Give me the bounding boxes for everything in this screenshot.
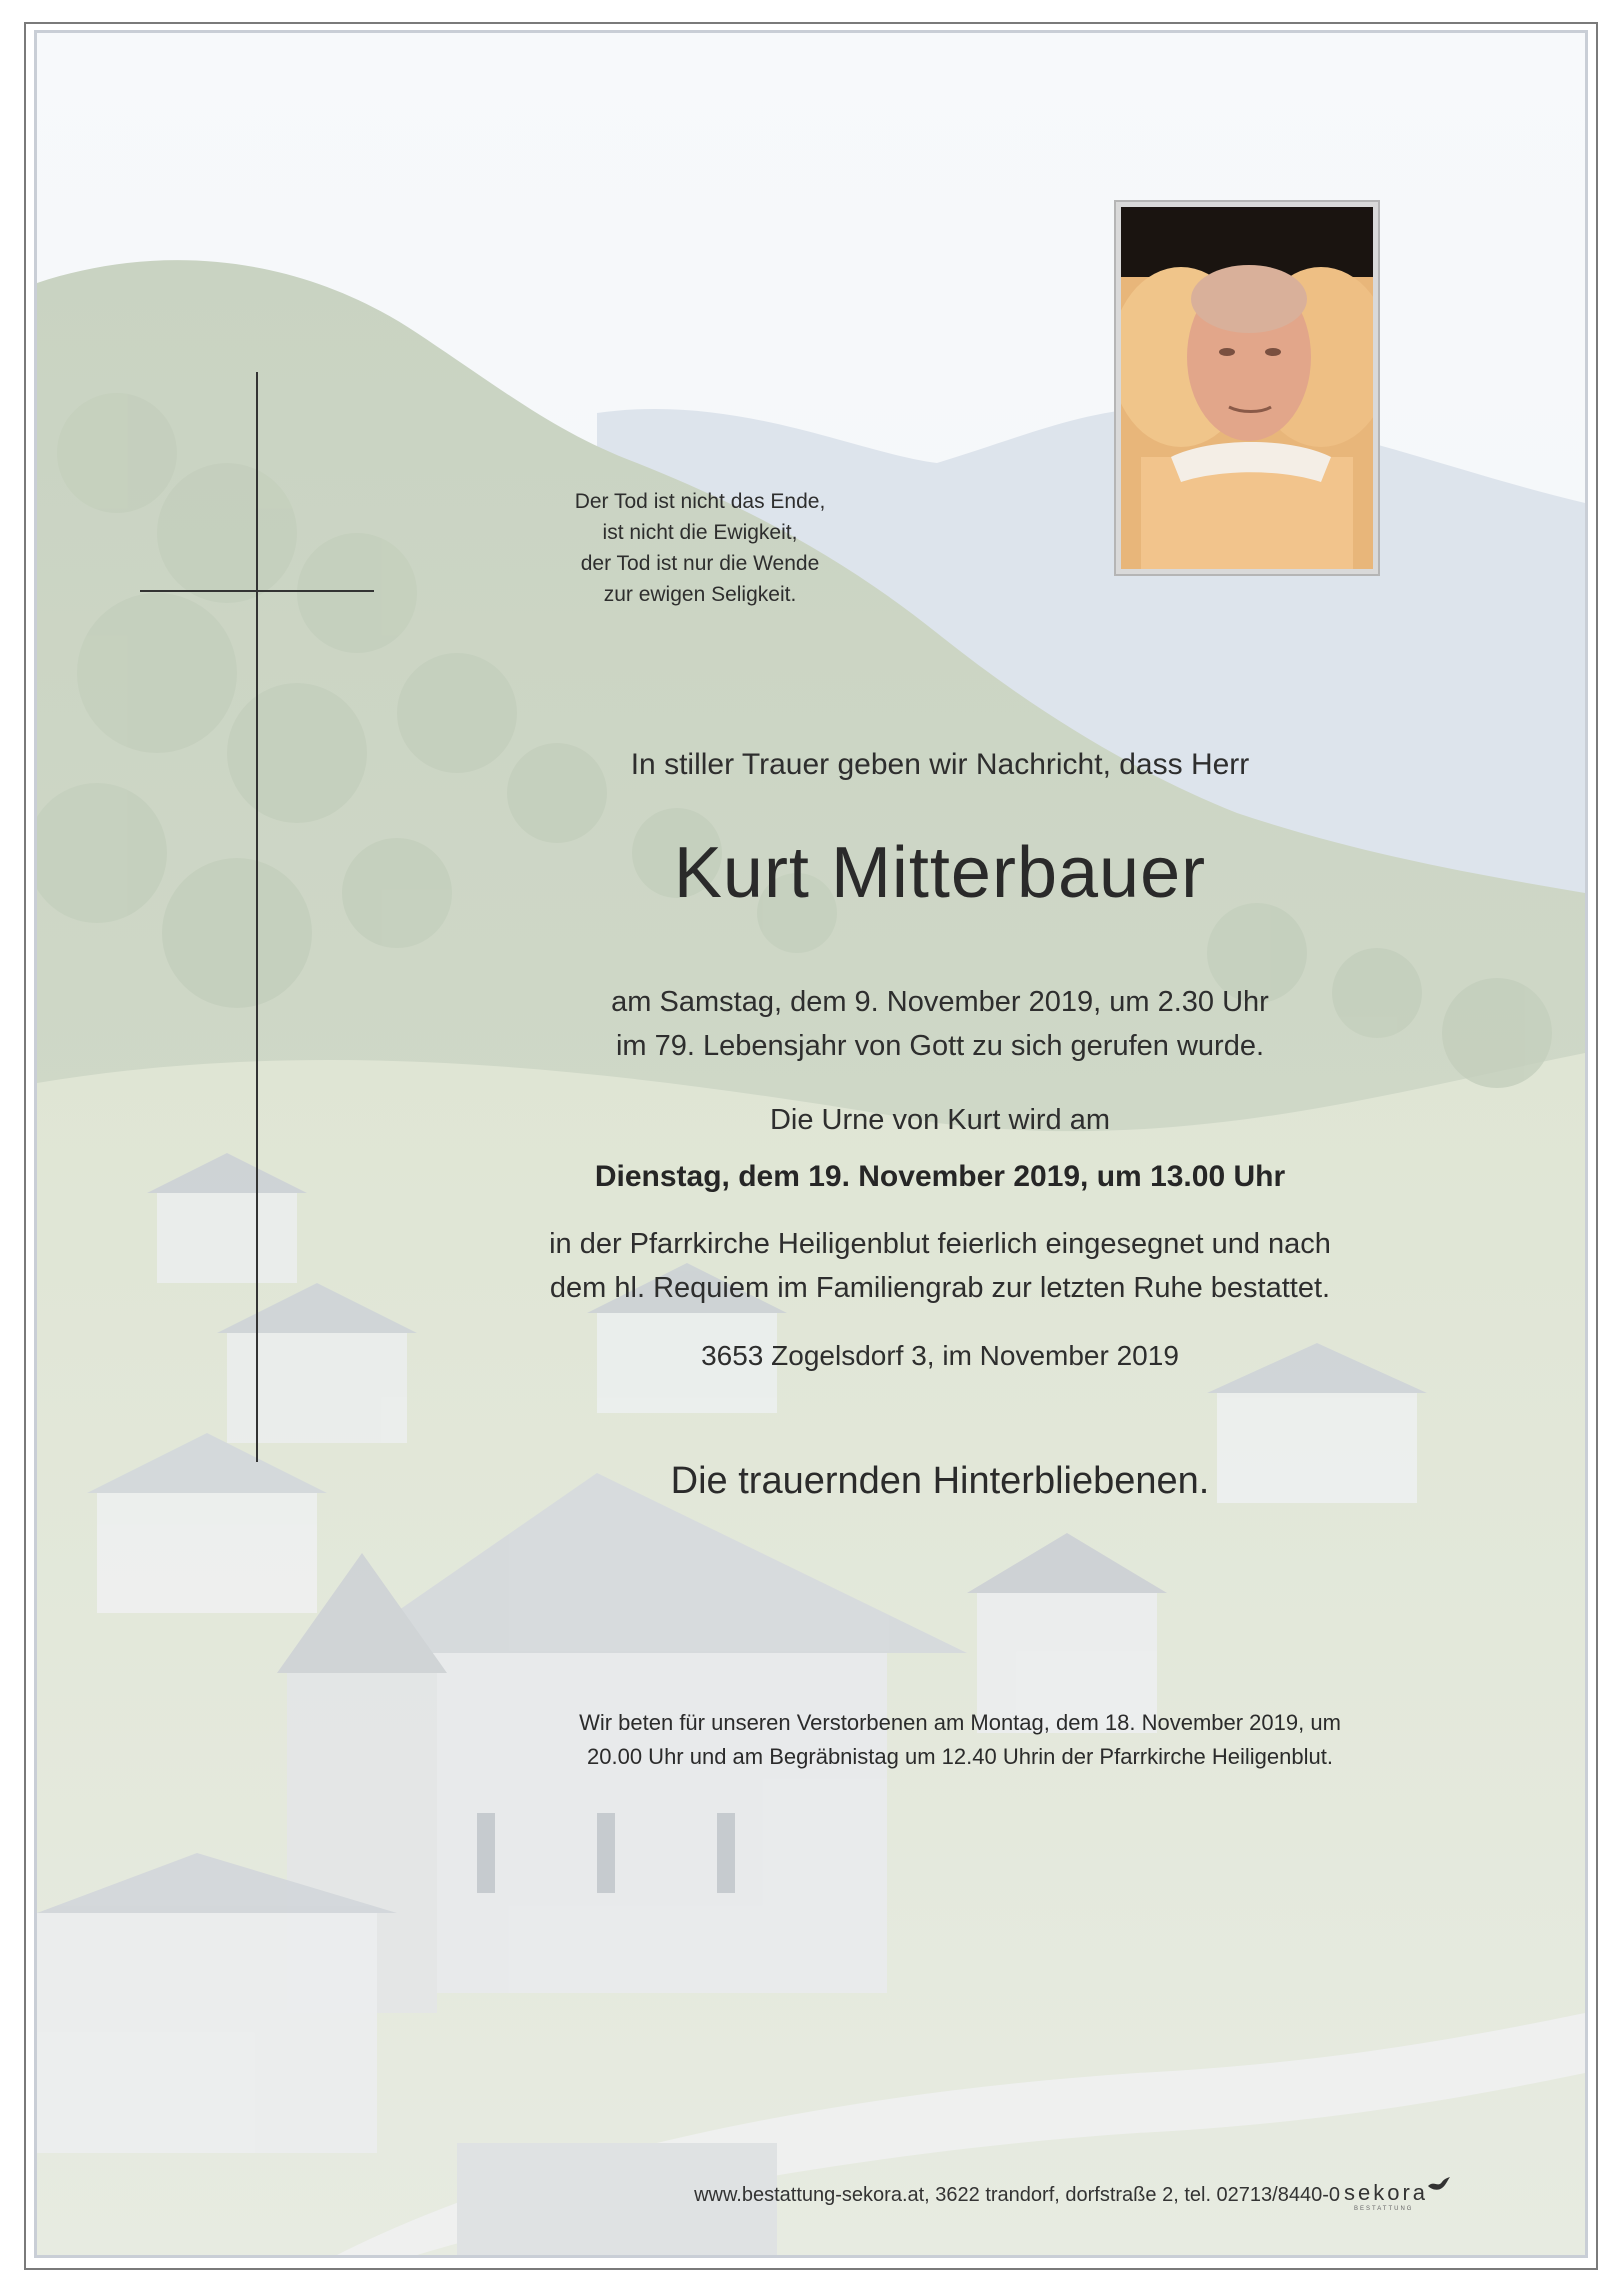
funeral-place-line: dem hl. Requiem im Familiengrab zur letzten Ruhe bestattet. [549, 1272, 1331, 1304]
funeral-place-line: in der Pfarrkirche Heiligenblut feierlich eingesegnet und nach [549, 1228, 1331, 1260]
portrait-image [1121, 207, 1373, 569]
prayer-line: 20.00 Uhr und am Begräbnistag um 12.40 Uhrin der Pfarrkirche Heiligenblut. [587, 1744, 1333, 1769]
cross-vertical-bar [256, 372, 258, 1462]
funeral-date: Dienstag, dem 19. November 2019, um 13.00 Uhr [594, 1160, 1286, 1193]
death-details [420, 980, 1460, 1068]
bird-icon [1428, 2176, 1450, 2192]
urn-text: Die Urne von Kurt wird am [769, 1104, 1111, 1136]
mourners-line: Die trauernden Hinterbliebenen. [670, 1460, 1210, 1502]
logo-text: sekora [1344, 2180, 1429, 2205]
sekora-logo [1344, 2176, 1454, 2216]
announcement-intro: In stiller Trauer geben wir Nachricht, dass Herr [630, 748, 1250, 781]
prayer-line: Wir beten für unseren Verstorbenen am Montag, dem 18. November 2019, um [579, 1710, 1341, 1735]
funeral-place [420, 1222, 1460, 1310]
address-line: 3653 Zogelsdorf 3, im November 2019 [701, 1340, 1179, 1371]
portrait-photo [1114, 200, 1380, 576]
poem-line: Der Tod ist nicht das Ende, [574, 490, 826, 513]
footer-contact: www.bestattung-sekora.at, 3622 trandorf, dorfstraße 2, tel. 02713/8440-0 [694, 2184, 1340, 2206]
logo-subtitle: BESTATTUNG [1354, 2206, 1414, 2212]
poem-line: ist nicht die Ewigkeit, [602, 521, 798, 544]
poem-line: der Tod ist nur die Wende [580, 552, 820, 575]
prayer-notice [460, 1706, 1460, 1774]
poem-line: zur ewigen Seligkeit. [603, 583, 797, 606]
cross-horizontal-bar [140, 590, 374, 592]
memorial-poem [520, 486, 880, 610]
deceased-name: Kurt Mitterbauer [673, 833, 1207, 913]
death-age-line: im 79. Lebensjahr von Gott zu sich gerufen wurde. [615, 1030, 1265, 1062]
death-date-line: am Samstag, dem 9. November 2019, um 2.30 Uhr [611, 986, 1269, 1018]
